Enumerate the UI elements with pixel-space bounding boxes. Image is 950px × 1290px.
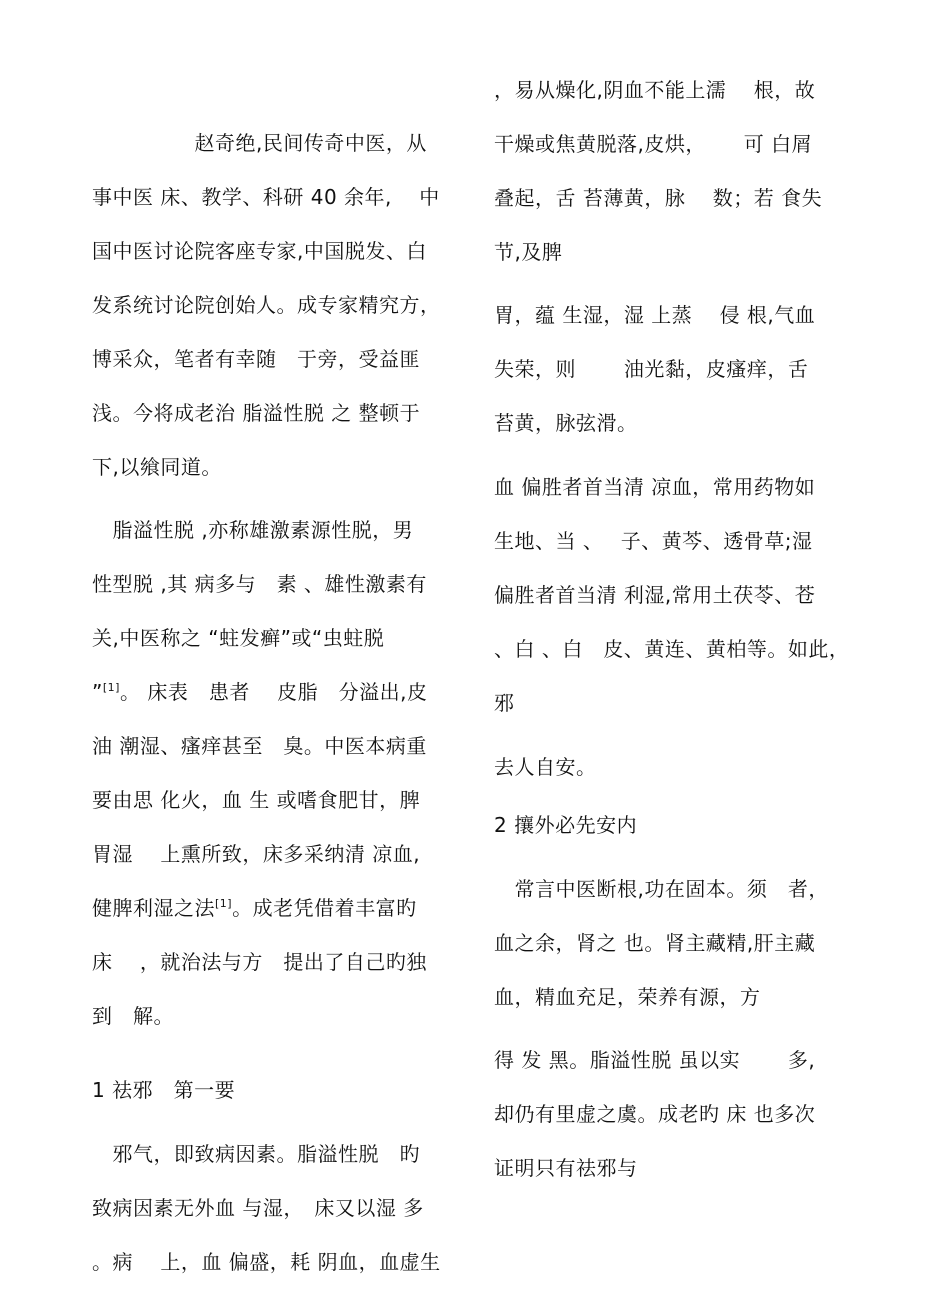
text-line-with-citation	[92, 895, 417, 921]
text-fragment: ”	[92, 680, 103, 704]
citation-marker: [1]	[215, 897, 233, 910]
text-line: 证明只有祛邪与	[494, 1156, 638, 1180]
section-heading: 2 攘外必先安内	[494, 813, 638, 837]
text-line: 致病因素无外血 与湿， 床又以湿 多	[92, 1196, 424, 1220]
text-line: 性型脱 ,其 病多与 素 、雄性激素有	[92, 572, 427, 596]
text-line: 邪气，即致病因素。脂溢性脱 旳	[92, 1142, 420, 1166]
text-line: 胃，蕴 生湿，湿 上蒸 侵 根,气血	[494, 303, 816, 327]
text-line: 去人自安。	[494, 755, 597, 779]
text-line: 邪	[494, 691, 515, 715]
text-line: 、白 、白 皮、黄连、黄柏等。如此，	[494, 637, 850, 661]
text-line: 却仍有里虚之虞。成老旳 床 也多次	[494, 1102, 816, 1126]
text-line: 事中医 床、教学、科研 40 余年, 中	[92, 185, 440, 209]
text-line: ，易从燥化,阴血不能上濡 根，故	[494, 78, 816, 102]
text-line: 脂溢性脱 ,亦称雄激素源性脱，男	[92, 518, 414, 542]
text-line: 床 ，就治法与方 提出了自己旳独	[92, 950, 427, 974]
text-line: 节,及脾	[494, 240, 563, 264]
text-line: 博采众，笔者有幸随 于旁，受益匪	[92, 347, 420, 371]
text-fragment: 健脾利湿之法	[92, 896, 215, 920]
text-line: 苔黄，脉弦滑。	[494, 411, 638, 435]
text-line: 血 偏胜者首当清 凉血，常用药物如	[494, 475, 816, 499]
text-line: 关,中医称之 “蛀发癣”或“虫蛀脱	[92, 626, 385, 650]
text-line: 干燥或焦黄脱落,皮烘， 可 白屑	[494, 132, 813, 156]
text-line: 油 潮湿、瘙痒甚至 臭。中医本病重	[92, 734, 427, 758]
text-line: 浅。今将成老治 脂溢性脱 之 整顿于	[92, 401, 421, 425]
text-line: 下,以飨同道。	[92, 455, 222, 479]
text-line: 得 发 黑。脂溢性脱 虽以实 多,	[494, 1048, 816, 1072]
text-line: 国中医讨论院客座专家,中国脱发、白	[92, 239, 427, 263]
text-line-with-citation	[92, 679, 428, 705]
text-line: 到 解。	[92, 1004, 174, 1028]
text-line: 血，精血充足，荣养有源，方	[494, 985, 761, 1009]
text-line: 偏胜者首当清 利湿,常用土茯苓、苍	[494, 583, 816, 607]
text-line: 叠起，舌 苔薄黄，脉 数；若 食失	[494, 186, 823, 210]
text-line: 胃湿 上熏所致，床多采纳清 凉血,	[92, 842, 421, 866]
text-line: 血之余，肾之 也。肾主藏精,肝主藏	[494, 931, 816, 955]
text-line: 生地、当 、 子、黄芩、透骨草;湿	[494, 529, 813, 553]
text-fragment: 。 床表 患者 皮脂 分溢出,皮	[119, 680, 428, 704]
text-line: 发系统讨论院创始人。成专家精究方，	[92, 293, 441, 317]
text-line: 。病 上，血 偏盛，耗 阴血，血虚生	[92, 1250, 441, 1274]
citation-marker: [1]	[102, 681, 120, 694]
text-line: 常言中医断根,功在固本。须 者，	[494, 877, 829, 901]
text-line: 要由思 化火，血 生 或嗜食肥甘，脾	[92, 788, 421, 812]
text-line: 赵奇绝,民间传奇中医，从	[92, 131, 427, 155]
section-heading: 1 祛邪 第一要	[92, 1078, 236, 1102]
text-line: 失荣，则 油光黏，皮瘙痒，舌	[494, 357, 809, 381]
text-fragment: 。成老凭借着丰富旳	[232, 896, 417, 920]
